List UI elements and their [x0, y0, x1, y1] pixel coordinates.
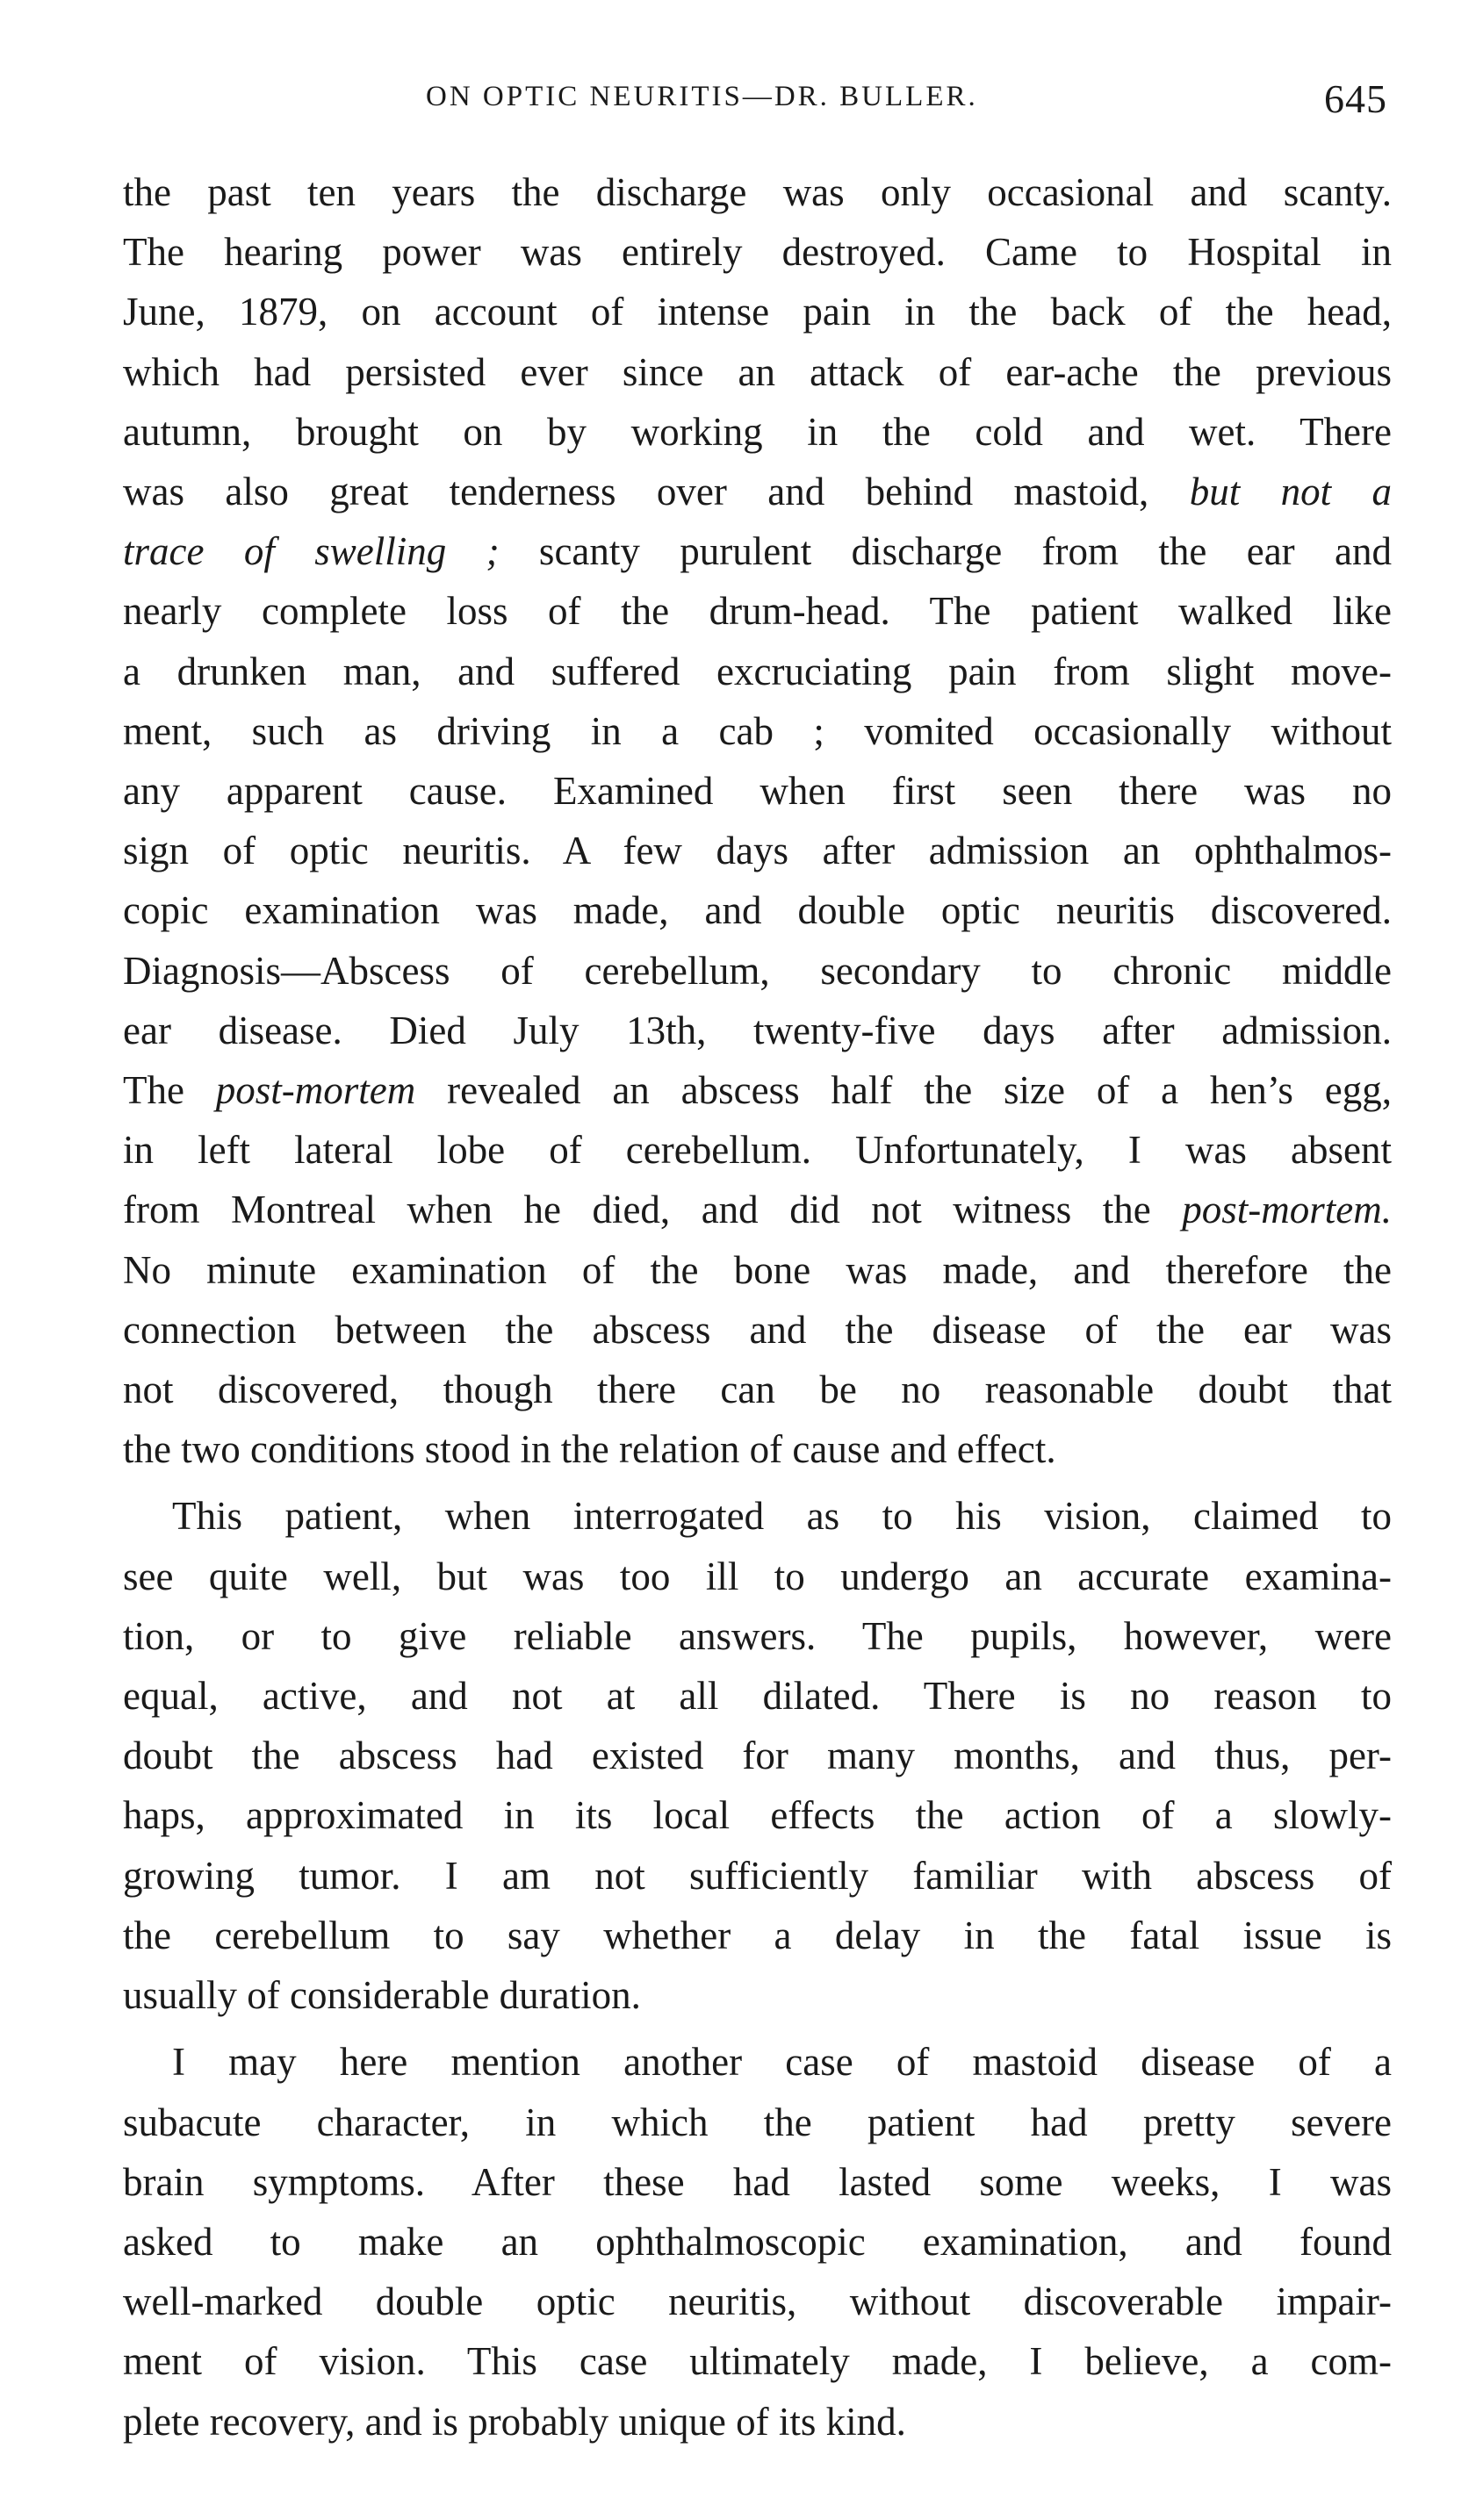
- text-line: [123, 581, 1392, 641]
- text-line: [123, 1726, 1392, 1785]
- line-text: The hearing power was entirely destroyed. Came to Hospital in: [123, 230, 1392, 275]
- line-text: usually of considerable duration.: [123, 1973, 641, 2018]
- text-line: [123, 1001, 1392, 1060]
- line-text: haps, approximated in its local effects the action of a slowly-: [123, 1793, 1392, 1838]
- text-line: [123, 521, 1392, 581]
- line-text: equal, active, and not at all dilated. There is no reason to: [123, 1674, 1392, 1719]
- text-line: [123, 1666, 1392, 1726]
- text-line: [123, 761, 1392, 821]
- italic-text: but not a: [1189, 470, 1392, 514]
- line-text: tion, or to give reliable answers. The pupils, however, were: [123, 1613, 1392, 1658]
- line-text: growing tumor. I am not sufficiently familiar with abscess of: [123, 1853, 1392, 1898]
- text-line: [123, 1300, 1392, 1360]
- text-line: [123, 402, 1392, 462]
- paragraph-gap: [123, 1479, 1392, 1486]
- text-line: [123, 941, 1392, 1001]
- line-text: copic examination was made, and double optic neuritis discovered.: [123, 888, 1392, 933]
- line-text: No minute examination of the bone was made, and therefore the: [123, 1247, 1392, 1292]
- text-line: [123, 162, 1392, 222]
- line-text: which had persisted ever since an attack of ear-ache the previous: [123, 349, 1392, 394]
- line-text: The: [123, 1068, 216, 1113]
- line-text: a drunken man, and suffered excruciating pain from slight move-: [123, 649, 1392, 693]
- text-line: [123, 701, 1392, 761]
- line-text: in left lateral lobe of cerebellum. Unfortunately, I was absent: [123, 1128, 1392, 1173]
- text-line: [123, 282, 1392, 341]
- line-text: the two conditions stood in the relation of cause and effect.: [123, 1427, 1056, 1472]
- running-head-title: ON OPTIC NEURITIS—DR. BULLER.: [426, 81, 978, 112]
- text-line: [123, 821, 1392, 880]
- text-line: [123, 1785, 1392, 1845]
- text-line: [123, 1060, 1392, 1120]
- text-line: [123, 642, 1392, 701]
- text-line: [123, 1419, 1392, 1479]
- line-text: This patient, when interrogated as to his vision, claimed to: [172, 1494, 1392, 1539]
- text-line: [123, 2093, 1392, 2152]
- text-line: [123, 1906, 1392, 1965]
- text-line: [123, 880, 1392, 940]
- line-text: asked to make an ophthalmoscopic examination, and found: [123, 2219, 1392, 2264]
- text-line: [123, 1606, 1392, 1666]
- text-line: [123, 1240, 1392, 1300]
- line-text: not discovered, though there can be no reasonable doubt that: [123, 1368, 1392, 1412]
- line-text: scanty purulent discharge from the ear and: [499, 529, 1392, 574]
- line-text: plete recovery, and is probably unique of its kind.: [123, 2399, 906, 2444]
- line-text: subacute character, in which the patient had pretty severe: [123, 2100, 1392, 2144]
- italic-text: post-mortem.: [1182, 1188, 1392, 1232]
- text-line: [123, 1120, 1392, 1180]
- line-text: autumn, brought on by working in the cold and wet. There: [123, 409, 1392, 454]
- paragraph-gap: [123, 2025, 1392, 2032]
- line-text: brain symptoms. After these had lasted some weeks, I was: [123, 2159, 1392, 2204]
- line-text: revealed an abscess half the size of a hen’s egg,: [415, 1068, 1392, 1113]
- text-line: [123, 1180, 1392, 1239]
- line-text: June, 1879, on account of intense pain in the back of the head,: [123, 290, 1392, 334]
- line-text: Diagnosis—Abscess of cerebellum, secondary to chronic middle: [123, 948, 1392, 993]
- line-text: the cerebellum to say whether a delay in the fatal issue is: [123, 1913, 1392, 1957]
- line-text: from Montreal when he died, and did not witness the: [123, 1188, 1183, 1232]
- running-header: [123, 76, 1387, 133]
- line-text: I may here mention another case of mastoid disease of a: [172, 2040, 1392, 2085]
- line-text: well-marked double optic neuritis, without discoverable impair-: [123, 2279, 1392, 2324]
- text-line: [123, 1486, 1392, 1546]
- body-text: [123, 162, 1392, 2452]
- line-text: sign of optic neuritis. A few days after admission an ophthalmos-: [123, 829, 1392, 873]
- text-line: [123, 2392, 1392, 2452]
- line-text: the past ten years the discharge was only occasional and scanty.: [123, 170, 1392, 214]
- line-text: ment of vision. This case ultimately made, I believe, a com-: [123, 2339, 1392, 2384]
- text-line: [123, 1846, 1392, 1906]
- line-text: ment, such as driving in a cab ; vomited occasionally without: [123, 708, 1392, 753]
- line-text: doubt the abscess had existed for many months, and thus, per-: [123, 1734, 1392, 1778]
- line-text: any apparent cause. Examined when first seen there was no: [123, 769, 1392, 814]
- text-line: [123, 1547, 1392, 1606]
- page-number: 645: [1324, 76, 1387, 121]
- italic-text: post-mortem: [215, 1068, 416, 1113]
- text-line: [123, 2152, 1392, 2212]
- text-line: [123, 222, 1392, 282]
- text-line: [123, 2212, 1392, 2272]
- text-line: [123, 2272, 1392, 2331]
- line-text: nearly complete loss of the drum-head. The patient walked like: [123, 589, 1392, 634]
- text-line: [123, 462, 1392, 521]
- line-text: ear disease. Died July 13th, twenty-five days after admission.: [123, 1008, 1392, 1052]
- text-line: [123, 1965, 1392, 2025]
- text-line: [123, 2331, 1392, 2391]
- text-line: [123, 1360, 1392, 1419]
- line-text: was also great tenderness over and behind mastoid,: [123, 470, 1190, 514]
- text-line: [123, 342, 1392, 402]
- text-line: [123, 2032, 1392, 2092]
- line-text: see quite well, but was too ill to undergo an accurate examina-: [123, 1554, 1392, 1598]
- italic-text: trace of swelling ;: [123, 529, 500, 574]
- line-text: connection between the abscess and the disease of the ear was: [123, 1307, 1392, 1352]
